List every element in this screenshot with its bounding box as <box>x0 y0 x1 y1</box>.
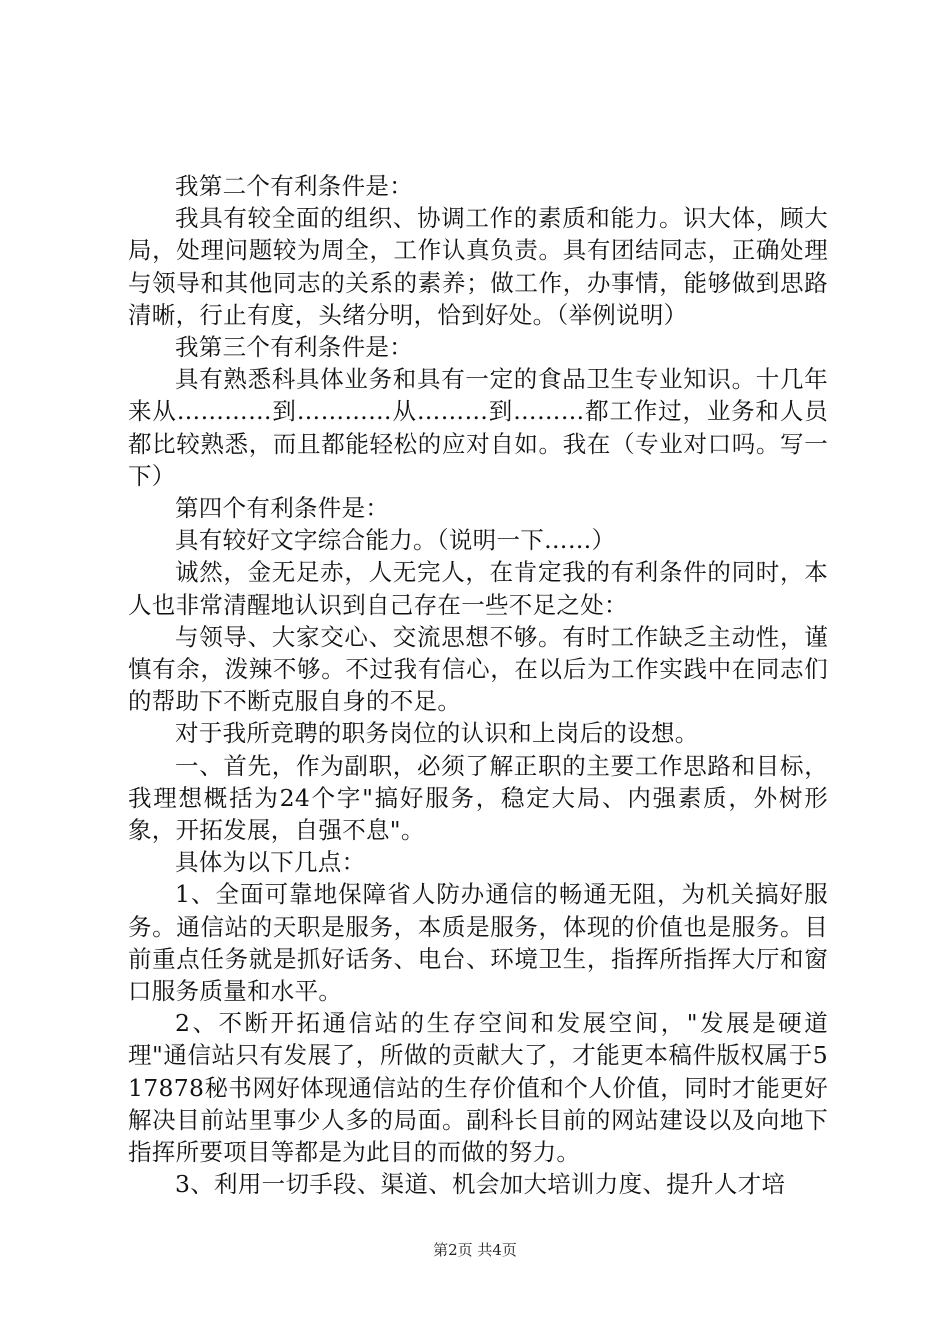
page-footer: 第2页 共4页 <box>433 1241 517 1259</box>
paragraph-item-3: 3、利用一切手段、渠道、机会加大培训力度、提升人才培 <box>175 1170 786 1199</box>
paragraph-item-1: 1、全面可靠地保障省人防办通信的畅通无阻，为机关搞好服务。通信站的天职是服务，本质是服务，体现的价值也是服务。目前重点任务就是抓好话务、电台、环境卫生，指挥所指挥大厅和窗口服务质量和水平。 <box>128 880 828 1006</box>
paragraph-third-advantage-body: 具有熟悉科具体业务和具有一定的食品卫生专业知识。十几年来从…………到…………从………到………都工作过，业务和人员都比较熟悉，而且都能轻松的应对自如。我在（专业对口吗。写一下） <box>128 365 828 490</box>
paragraph-fourth-advantage-body: 具有较好文字综合能力。（说明一下……） <box>175 526 616 555</box>
paragraph-position-vision-intro: 对于我所竞聘的职务岗位的认识和上岗后的设想。 <box>175 719 699 748</box>
document-body <box>128 170 828 1201</box>
paragraph-second-advantage-heading: 我第二个有利条件是： <box>175 172 413 200</box>
paragraph-third-advantage-heading: 我第三个有利条件是： <box>175 333 413 362</box>
paragraph-shortcomings-body: 与领导、大家交心、交流思想不够。有时工作缺乏主动性，谨慎有余，泼辣不够。不过我有信心，在以后为工作实践中在同志们的帮助下不断克服自身的不足。 <box>128 622 828 716</box>
paragraph-fourth-advantage-heading: 第四个有利条件是： <box>175 494 390 523</box>
paragraph-second-advantage-body: 我具有较全面的组织、协调工作的素质和能力。识大体，顾大局，处理问题较为周全，工作认真负责。具有团结同志，正确处理与领导和其他同志的关系的素养；做工作，办事情，能够做到思路清晰，行止有度，头绪分明，恰到好处。（举例说明） <box>128 204 828 329</box>
paragraph-point-one: 一、首先，作为副职，必须了解正职的主要工作思路和目标，我理想概括为24个字"搞好服务，稳定大局、内强素质，外树形象，开拓发展，自强不息"。 <box>128 751 828 845</box>
paragraph-shortcomings-intro: 诚然，金无足赤，人无完人，在肯定我的有利条件的同时，本人也非常清醒地认识到自己存在一些不足之处： <box>128 558 828 619</box>
paragraph-item-2: 2、不断开拓通信站的生存空间和发展空间，"发展是硬道理"通信站只有发展了，所做的贡献大了，才能更本稿件版权属于517878秘书网好体现通信站的生存价值和个人价值，同时才能更好解决目前站里事少人多的局面。副科长目前的网站建设以及向地下指挥所要项目等都是为此目的而做的努力。 <box>128 1009 828 1167</box>
paragraph-details-intro: 具体为以下几点： <box>175 848 366 877</box>
